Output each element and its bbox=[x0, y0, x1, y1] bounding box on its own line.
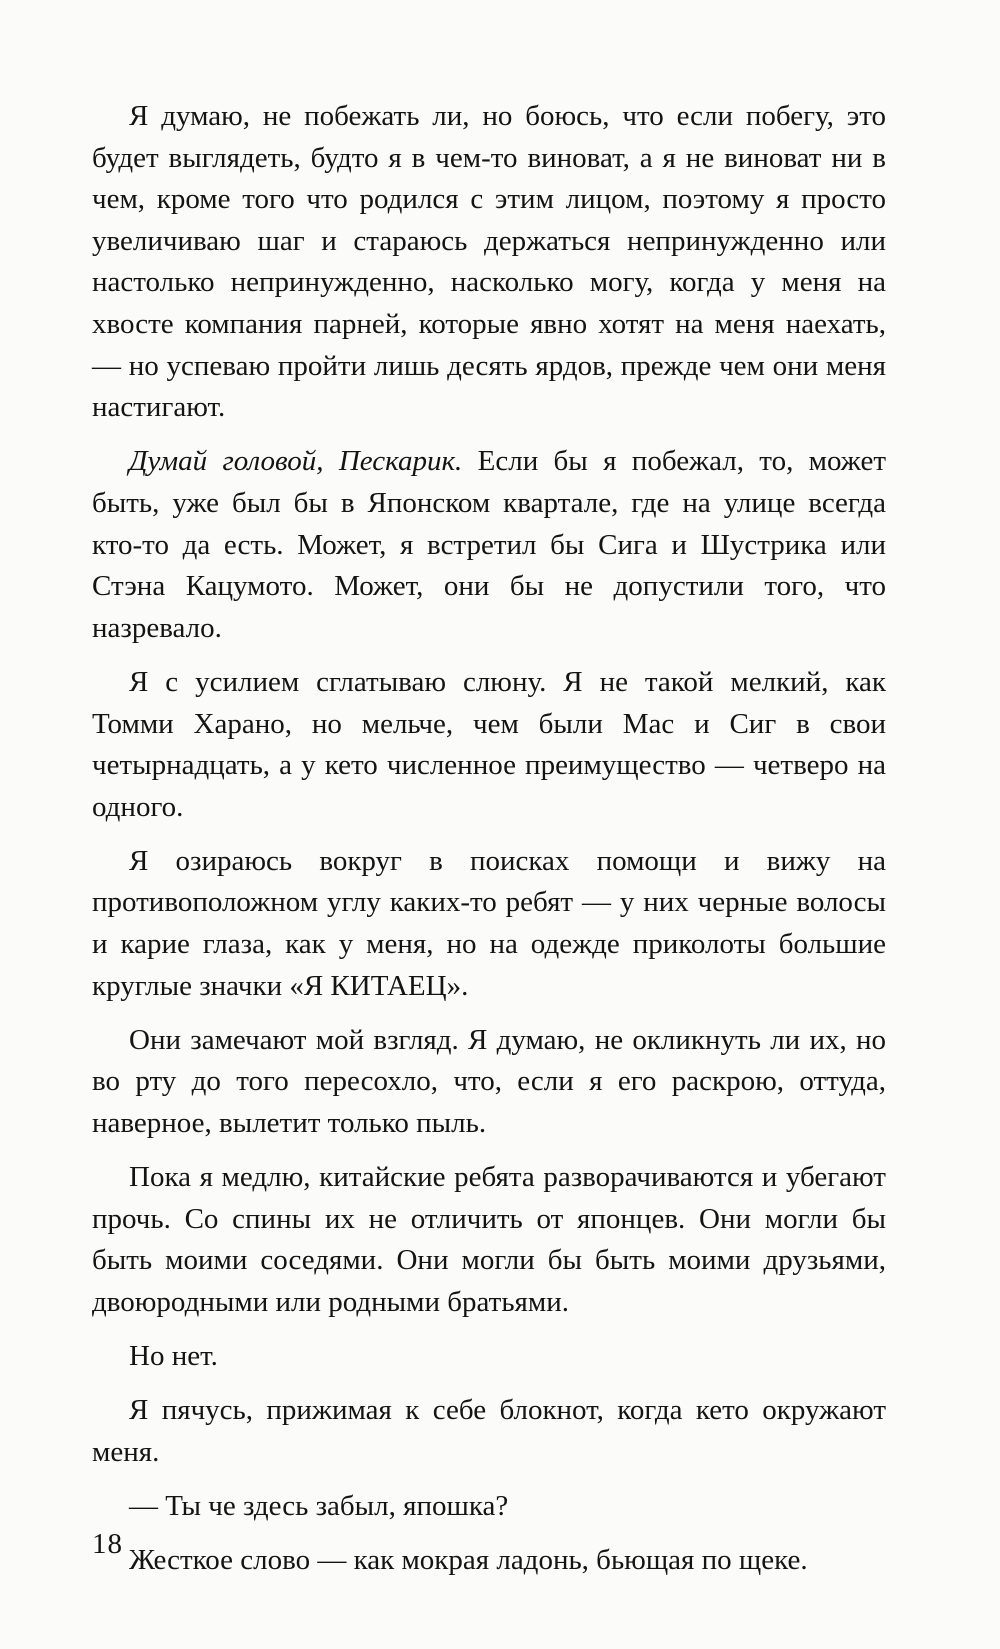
paragraph-2 bbox=[92, 441, 886, 649]
paragraph-1: Я думаю, не побежать ли, но боюсь, что если побегу, это будет выглядеть, будто я в чем-то виноват, а я не виноват ни в чем, кроме того что родился с этим лицом, поэтому я просто увеличиваю шаг и стараюсь держаться непринужденно или настолько непринужденно, насколько могу, когда у меня на хвосте компания парней, которые явно хотят на меня наехать, — но успеваю пройти лишь десять ярдов, прежде чем они меня настигают. bbox=[92, 100, 886, 424]
paragraph-10: Жесткое слово — как мокрая ладонь, бьющая по щеке. bbox=[129, 1544, 808, 1577]
paragraph-3: Я с усилием сглатываю слюну. Я не такой мелкий, как Томми Харано, но мельче, чем были Мас и Сиг в свои четырнадцать, а у кето численное преимущество — четверо на одного. bbox=[92, 665, 886, 823]
paragraph-5: Они замечают мой взгляд. Я думаю, не окликнуть ли их, но во рту до того пересохло, что, если я его раскрою, оттуда, наверное, вылетит только пыль. bbox=[92, 1023, 886, 1140]
paragraph-6: Пока я медлю, китайские ребята разворачиваются и убегают прочь. Со спины их не отличить от японцев. Они могли бы быть моими соседями. Они могли бы быть моими друзьями, двоюродными или родными братьями. bbox=[92, 1161, 886, 1318]
paragraph-2-text: Если бы я побежал, то, может быть, уже был бы в Японском квартале, где на улице всегда кто-то да есть. Может, я встретил бы Сига и Шустрика или Стэна Кацумото. Может, они бы не допустили того, что назревало. bbox=[92, 445, 886, 644]
italic-thought: Думай головой, Пескарик. bbox=[129, 445, 463, 478]
dialogue-line: — Ты че здесь забыл, япошка? bbox=[129, 1490, 509, 1523]
body-text bbox=[92, 96, 886, 1595]
paragraph-7: Но нет. bbox=[129, 1340, 218, 1373]
paragraph-8: Я пячусь, прижимая к себе блокнот, когда кето окружают меня. bbox=[92, 1394, 886, 1468]
paragraph-4: Я озираюсь вокруг в поисках помощи и вижу на противоположном углу каких-то ребят — у них черные волосы и карие глаза, как у меня, но на одежде приколоты большие круглые значки «Я КИТАЕЦ». bbox=[92, 844, 886, 1002]
page-number: 18 bbox=[92, 1528, 123, 1560]
